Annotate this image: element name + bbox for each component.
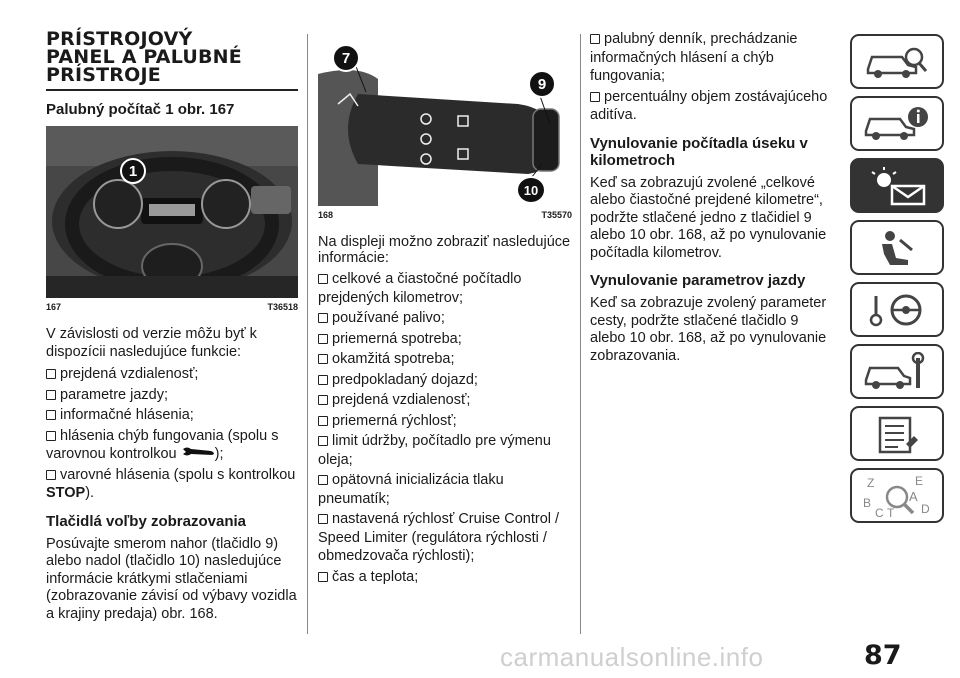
column-2 [318,30,572,588]
list-item: nastavená rýchlosť Cruise Control / Speed Limiter (regulátora rýchlosti / obmedzovača rýchlosti); [318,511,560,564]
functions-intro: V závislosti od verzie môžu byť k dispozícii nasledujúce funkcie: [46,326,257,360]
list-item: informačné hlásenia; [46,406,298,425]
trip-reset-paragraph: Keď sa zobrazujú zvolené „celkové alebo čiastočné prejdené kilometre“, podržte stlačené jedno z tlačidiel 9 alebo 10 obr. 168, až po vynulovanie počítadla kilometrov. [590,174,827,261]
checkbox-bullet-icon [318,334,328,344]
seat-airbag-icon [862,228,932,268]
list-item: limit údržby, počítadlo pre výmenu oleja; [318,433,551,468]
index-letter: B [863,495,872,510]
checkbox-bullet-icon [318,436,328,446]
column-3 [590,30,830,369]
checkbox-bullet-icon [590,34,600,44]
checkbox-bullet-icon [46,390,56,400]
figure-167-caption: 167 T36518 [46,302,298,312]
checkbox-bullet-icon [46,369,56,379]
page-number: 87 [864,640,902,671]
chapter-tabs [850,34,944,530]
index-letter: Z [867,475,875,490]
checkbox-bullet-icon [46,410,56,420]
car-search-icon [862,43,932,81]
warning-light-message-icon [862,166,932,206]
list-item: percentuálny objem zostávajúceho aditíva. [590,88,828,123]
checkbox-bullet-icon [318,475,328,485]
display-buttons-heading: Tlačidlá voľby zobrazovania [46,512,247,530]
list-item: palubný denník, prechádzanie informačných hlásení a chýb fungovania; [590,31,798,84]
figure-168-caption: 168 T35570 [318,210,572,220]
car-wrench-icon [862,352,932,392]
list-item: parametre jazdy; [46,386,298,405]
checkbox-bullet-icon [46,470,56,480]
column-divider [580,34,581,634]
list-item: priemerná rýchlosť; [318,412,572,431]
callout-9: 9 [528,70,556,98]
checkbox-bullet-icon [318,274,328,284]
car-info-icon [862,105,932,143]
index-letter: A [909,488,918,504]
title-divider [46,89,298,91]
tab-car-search[interactable] [850,34,944,89]
list-item: okamžitá spotreba; [318,350,572,369]
section-title: PRÍSTROJOVÝ PANEL A PALUBNÉ PRÍSTROJE [46,28,242,86]
callout-10: 10 [516,176,546,204]
tab-warning-lights[interactable] [850,158,944,213]
checkbox-bullet-icon [318,354,328,364]
alphabetical-index-icon [857,473,937,519]
column-divider [307,34,308,634]
figure-167-dashboard-photo [46,126,298,298]
key-steering-wheel-icon [862,290,932,330]
list-item: čas a teplota; [318,568,572,587]
index-letter: T [887,505,895,519]
list-item: prejdená vzdialenosť; [318,391,572,410]
onboard-computer-heading: Palubný počítač 1 obr. 167 [46,101,235,118]
trip-reset-heading: Vynulovanie počítadla úseku v kilometroch [590,134,808,169]
checkbox-bullet-icon [318,416,328,426]
list-item: hlásenia chýb fungovania (spolu s varovnou kontrolkou ); [46,427,279,462]
list-item: varovné hlásenia (spolu s kontrolkou STOP). [46,466,296,501]
watermark: carmanualsonline.info [500,642,764,672]
index-letter: E [915,473,924,488]
checkbox-bullet-icon [318,375,328,385]
callout-1: 1 [120,158,146,184]
wrench-warning-icon [181,446,215,458]
checkbox-bullet-icon [318,395,328,405]
tab-starting-driving[interactable] [850,282,944,337]
checkbox-bullet-icon [46,431,56,441]
trip-params-reset-paragraph: Keď sa zobrazuje zvolený parameter cesty, podržte stlačené tlačidlo 9 alebo 10 obr. 168, až po vynulovanie zobrazovania. [590,295,827,364]
figure-168-stalk-illustration [318,34,572,206]
tab-maintenance[interactable] [850,406,944,461]
dashboard-illustration [46,126,298,298]
checkbox-bullet-icon [318,514,328,524]
index-letter: D [921,501,930,516]
list-item: opätovná inicializácia tlaku pneumatík; [318,472,504,507]
list-item: používané palivo; [318,309,572,328]
list-item: celkové a čiastočné počítadlo prejdených kilometrov; [318,271,522,306]
trip-params-reset-heading: Vynulovanie parametrov jazdy [590,272,806,289]
display-info-intro: Na displeji možno zobraziť nasledujúce informácie: [318,234,571,266]
checklist-icon [862,414,932,454]
index-letter: C [875,505,884,519]
callout-7: 7 [332,44,360,72]
display-buttons-paragraph: Posúvajte smerom nahor (tlačidlo 9) alebo nadol (tlačidlo 10) nasledujúce informácie krátkymi stlačeniami (zobrazovanie závisí od výbavy vozidla a krajiny predaja) obr. 168. [46,535,297,622]
list-item: predpokladaný dojazd; [318,371,572,390]
tab-car-info[interactable] [850,96,944,151]
checkbox-bullet-icon [318,572,328,582]
checkbox-bullet-icon [590,92,600,102]
tab-index[interactable] [850,468,944,523]
column-1 [46,30,298,627]
tab-emergency[interactable] [850,344,944,399]
tab-safety[interactable] [850,220,944,275]
display-info-list [318,270,572,586]
checkbox-bullet-icon [318,313,328,323]
list-item: prejdená vzdialenosť; [46,365,298,384]
list-item: priemerná spotreba; [318,330,572,349]
